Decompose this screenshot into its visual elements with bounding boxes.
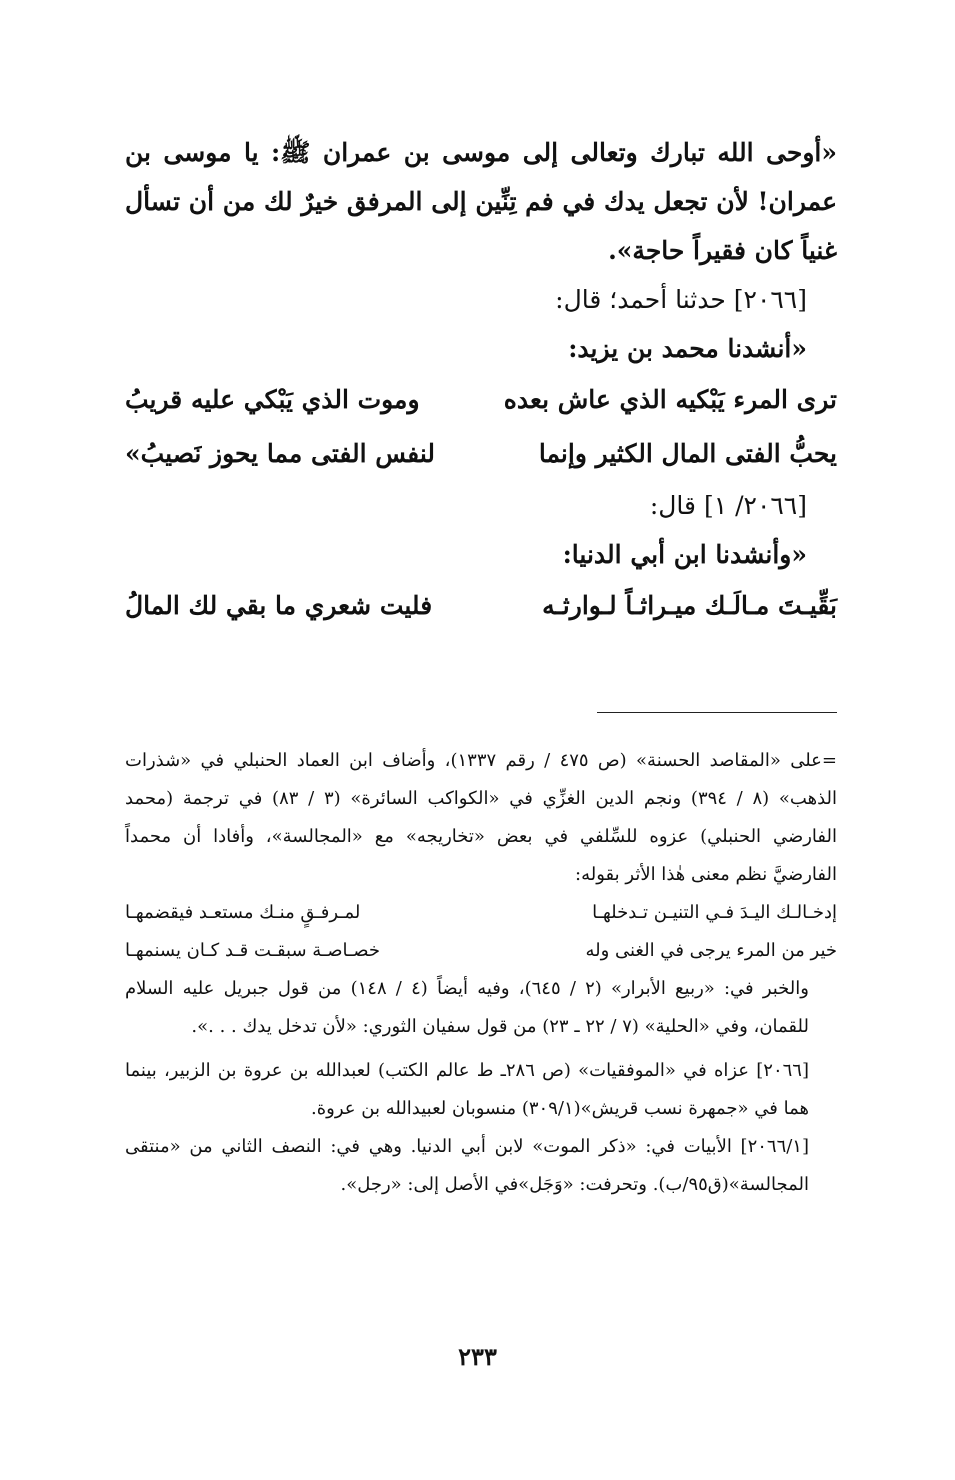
poem-verse [125,579,837,633]
page-number: ٢٣٣ [458,1342,497,1371]
verse-second-hemistich: لمـرفـقٍ منـك مستعـد فيقضمهـا [125,902,361,923]
verse-second-hemistich: وموت الذي يَبْكي عليه قريبُ [125,385,420,414]
verse-first-hemistich: إدخـالـك اليـدَ فـي التنيـن تـدخلهـا [592,902,837,923]
hadith-2066-intro: «أنشدنا محمد بن يزيد: [568,334,807,363]
page-body [125,128,838,1195]
verse-second-hemistich: خصـاصـة سبقـت قـد كـان يسنمهـا [125,940,380,961]
verse-second-hemistich: لنفس الفتى مما يحوز نَصيبُ» [125,439,435,468]
footnote-2066: [٢٠٦٦] عزاه في «الموفقيات» (ص ٢٨٦ـ ط عالم الكتب) لعبدالله بن عروة بن الزبير، بينما هما في «جمهرة نسب قريش»(٣٠٩/١) منسوبان لعبيدالله بن عروة. [125,1060,809,1119]
footnote-2066-1: [٢٠٦٦/١] الأبيات في: «ذكر الموت» لابن أبي الدنيا. وهي في: النصف الثاني من «منتقى المجالسة»(ق٩٥/ب). وتحرفت: «وَجَل»في الأصل إلى: «رجل». [125,1136,809,1195]
footnotes [125,742,837,1204]
poem-verse [125,373,837,427]
footnote-continuation: =على «المقاصد الحسنة» (ص ٤٧٥ / رقم ١٣٣٧)، وأضاف ابن العماد الحنبلي في «شذرات الذهب» (٨ / ٣٩٤) ونجم الدين الغزِّي في «الكواكب السائرة» (٣ / ٨٣) في ترجمة (محمد الفارضي الحنبلي) عزوه للسِّلفي في بعض «تخاريجه» مع «المجالسة»، وأفادا أن محمداً الفارضيَّ نظم معنى هٰذا الأثر بقوله: [125,750,838,885]
verse-second-hemistich: فليت شعري ما بقي لك المالُ [125,591,433,620]
verse-first-hemistich: ترى المرء يَبْكيه الذي عاش بعده [503,385,837,414]
footnote-sources: والخبر في: «ربيع الأبرار» (٢ / ٦٤٥)، وفيه أيضاً (٤ / ١٤٨) من قول جبريل عليه السلام للقمان، وفي «الحلية» (٧ / ٢٢ ـ ٢٣) من قول سفيان الثوري: «لأن تدخل يدك . . .». [125,978,809,1037]
verse-first-hemistich: خير من المرء يرجى في الغنى وله [585,940,837,961]
verse-first-hemistich: بَقِّيـتَ مـالَـك ميـراثـاً لـوارثـه [542,591,837,620]
footnote-verse [125,932,837,970]
hadith-text: «أوحى الله تبارك وتعالى إلى موسى بن عمران ﷺ: يا موسى بن عمران! لأن تجعل يدك في فم تِنِّين إلى المرفق خيرٌ لك من أن تسأل غنياً كان فقيراً حاجة». [125,138,837,265]
hadith-2066-1-intro: «وأنشدنا ابن أبي الدنيا: [562,540,807,569]
footnote-divider [597,712,837,713]
poem-verse [125,427,837,481]
hadith-2066-heading: [٢٠٦٦] حدثنا أحمد؛ قال: [555,285,807,314]
footnote-verse [125,894,837,932]
main-text [125,128,837,633]
hadith-2066-1-heading: [٢٠٦٦/ ١] قال: [649,491,807,520]
verse-first-hemistich: يحبُّ الفتى المال الكثير وإنما [538,439,837,468]
